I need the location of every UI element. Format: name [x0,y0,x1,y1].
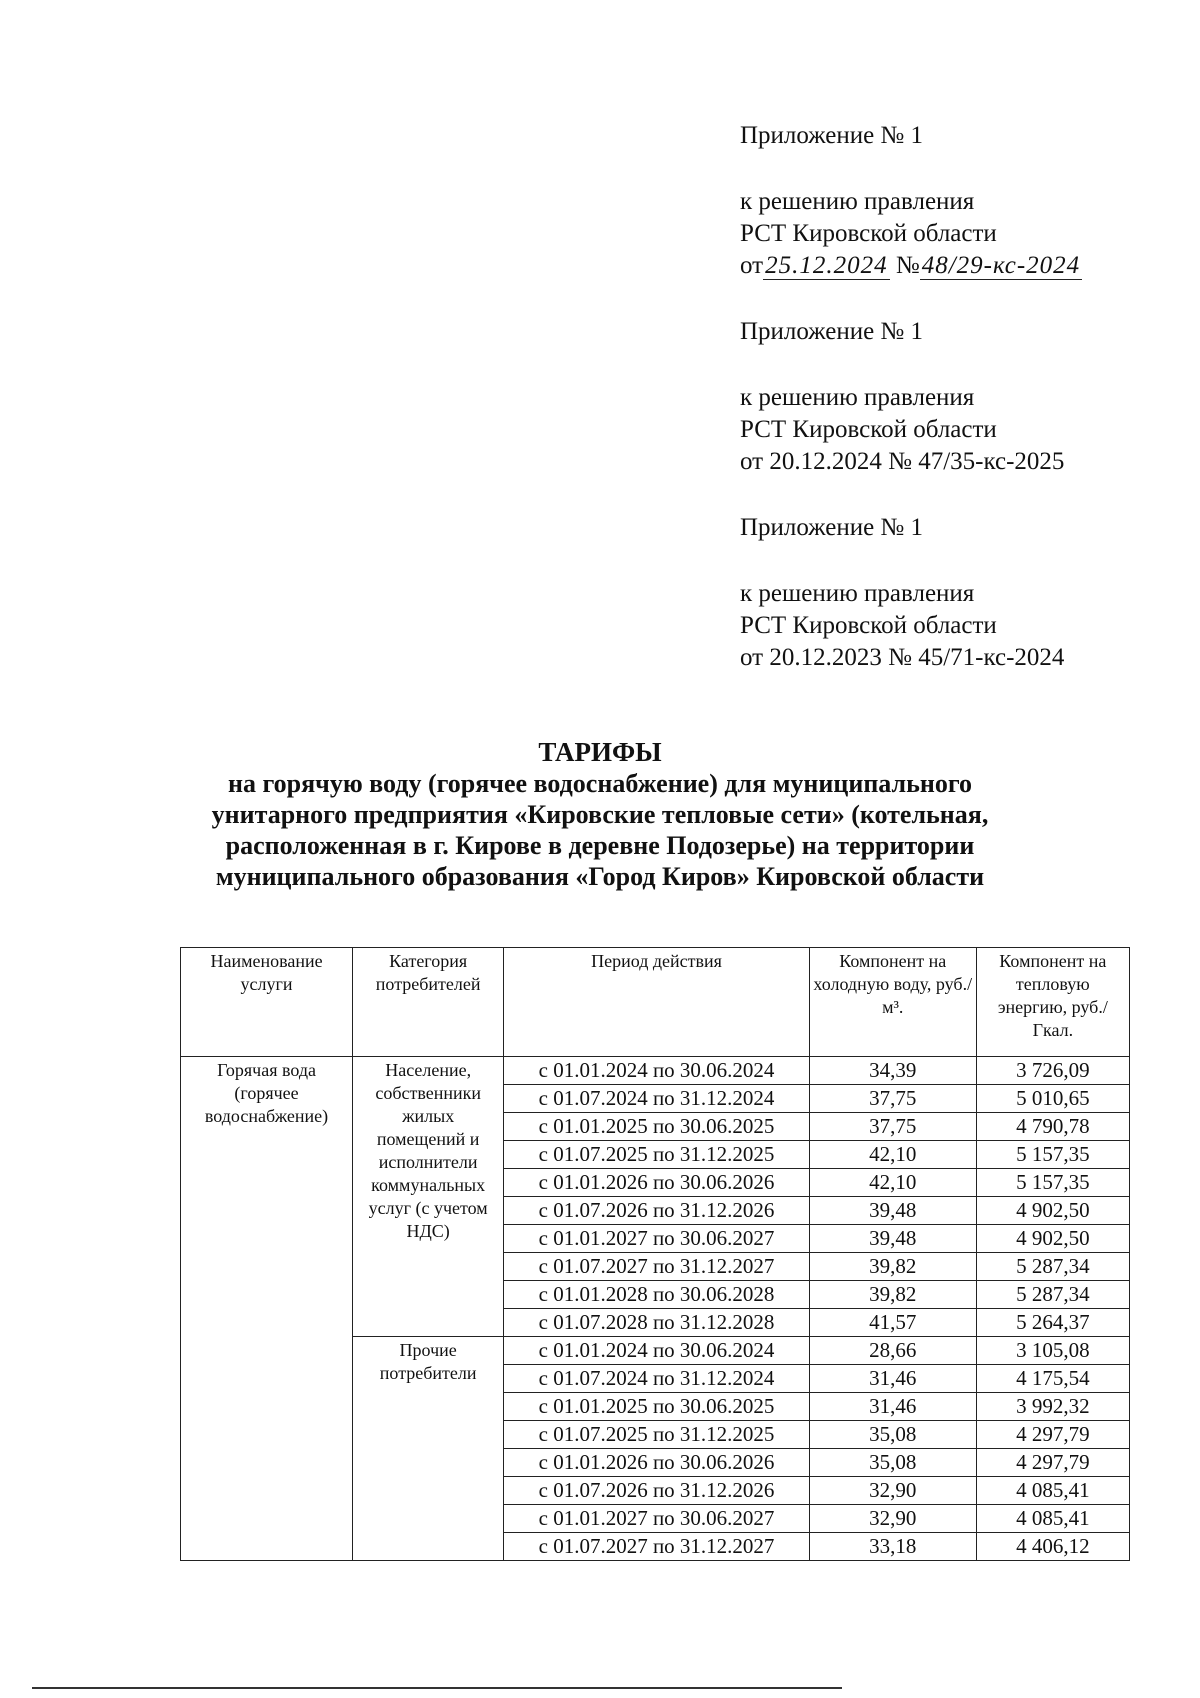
header-heat-energy: Компонент на тепловую энергию, руб./Гкал. [976,948,1129,1057]
cell-period: с 01.07.2027 по 31.12.2027 [504,1253,810,1281]
appendix-decision-line: к решению правления [740,580,975,607]
cell-heat-energy: 5 287,34 [976,1281,1129,1309]
cell-heat-energy: 5 264,37 [976,1309,1129,1337]
footer-rule [32,1687,842,1689]
cell-cold-water: 35,08 [809,1449,976,1477]
cell-period: с 01.07.2028 по 31.12.2028 [504,1309,810,1337]
header-service: Наименование услуги [181,948,353,1057]
handwritten-number: 48/29-кс-2024 [921,252,1081,279]
cell-cold-water: 39,82 [809,1253,976,1281]
appendix-date-number-line [740,250,1082,282]
number-prefix: № [895,252,920,279]
appendix-title: Приложение № 1 [740,514,924,541]
cell-heat-energy: 4 790,78 [976,1113,1129,1141]
document-title-block [100,737,1100,892]
cell-heat-energy: 4 902,50 [976,1225,1129,1253]
cell-heat-energy: 4 902,50 [976,1197,1129,1225]
handwritten-date: 25.12.2024 [765,252,888,279]
table-body [181,1057,1130,1561]
cell-heat-energy: 5 010,65 [976,1085,1129,1113]
appendix-title: Приложение № 1 [740,122,924,149]
cell-period: с 01.07.2025 по 31.12.2025 [504,1141,810,1169]
cell-period: с 01.01.2024 по 30.06.2024 [504,1057,810,1085]
cell-heat-energy: 5 287,34 [976,1253,1129,1281]
cell-period: с 01.01.2027 по 30.06.2027 [504,1505,810,1533]
cell-category: Прочие потребители [353,1337,504,1561]
appendix-block-1 [740,120,1082,282]
appendix-block-2 [740,316,1064,478]
cell-period: с 01.07.2025 по 31.12.2025 [504,1421,810,1449]
header-period: Период действия [504,948,810,1057]
cell-period: с 01.01.2026 по 30.06.2026 [504,1169,810,1197]
cell-period: с 01.07.2026 по 31.12.2026 [504,1477,810,1505]
appendix-title: Приложение № 1 [740,318,924,345]
document-subtitle-line: на горячую воду (горячее водоснабжение) для муниципального [227,769,973,798]
cell-period: с 01.01.2027 по 30.06.2027 [504,1225,810,1253]
cell-period: с 01.07.2027 по 31.12.2027 [504,1533,810,1561]
cell-cold-water: 37,75 [809,1113,976,1141]
cell-cold-water: 33,18 [809,1533,976,1561]
cell-heat-energy: 5 157,35 [976,1141,1129,1169]
cell-period: с 01.01.2025 по 30.06.2025 [504,1113,810,1141]
cell-period: с 01.01.2025 по 30.06.2025 [504,1393,810,1421]
cell-cold-water: 42,10 [809,1169,976,1197]
appendix-authority-line: РСТ Кировской области [740,220,997,247]
cell-heat-energy: 4 297,79 [976,1421,1129,1449]
document-subtitle-line: унитарного предприятия «Кировские тепловые сети» (котельная, [211,800,989,829]
cell-period: с 01.01.2026 по 30.06.2026 [504,1449,810,1477]
cell-cold-water: 34,39 [809,1057,976,1085]
cell-heat-energy: 3 992,32 [976,1393,1129,1421]
cell-cold-water: 39,48 [809,1197,976,1225]
cell-service: Горячая вода (горячее водоснабжение) [181,1057,353,1561]
appendix-block-3 [740,512,1064,674]
table-row [181,1057,1130,1085]
cell-heat-energy: 5 157,35 [976,1169,1129,1197]
cell-cold-water: 39,82 [809,1281,976,1309]
cell-cold-water: 37,75 [809,1085,976,1113]
cell-period: с 01.07.2026 по 31.12.2026 [504,1197,810,1225]
cell-cold-water: 28,66 [809,1337,976,1365]
appendix-date-number-line: от 20.12.2023 № 45/71-кс-2024 [740,644,1065,671]
cell-heat-energy: 4 297,79 [976,1449,1129,1477]
header-cold-water: Компонент на холодную воду, руб./м³. [809,948,976,1057]
appendix-date-number-line: от 20.12.2024 № 47/35-кс-2025 [740,448,1065,475]
tariff-table [180,947,1130,1561]
from-prefix: от [740,252,764,279]
cell-cold-water: 31,46 [809,1393,976,1421]
appendix-authority-line: РСТ Кировской области [740,416,997,443]
appendix-decision-line: к решению правления [740,188,975,215]
cell-heat-energy: 4 175,54 [976,1365,1129,1393]
cell-cold-water: 41,57 [809,1309,976,1337]
cell-cold-water: 32,90 [809,1505,976,1533]
document-subtitle-line: расположенная в г. Кирове в деревне Подозерье) на территории [225,831,975,860]
document-subtitle-line: муниципального образования «Город Киров» Кировской области [215,862,985,891]
cell-period: с 01.01.2028 по 30.06.2028 [504,1281,810,1309]
appendix-decision-line: к решению правления [740,384,975,411]
header-category: Категория потребителей [353,948,504,1057]
cell-heat-energy: 4 085,41 [976,1477,1129,1505]
appendix-authority-line: РСТ Кировской области [740,612,997,639]
cell-cold-water: 35,08 [809,1421,976,1449]
cell-cold-water: 42,10 [809,1141,976,1169]
cell-heat-energy: 3 726,09 [976,1057,1129,1085]
cell-period: с 01.07.2024 по 31.12.2024 [504,1085,810,1113]
cell-heat-energy: 4 085,41 [976,1505,1129,1533]
document-title: ТАРИФЫ [538,737,662,767]
table-header-row [181,948,1130,1057]
cell-cold-water: 31,46 [809,1365,976,1393]
cell-cold-water: 39,48 [809,1225,976,1253]
cell-cold-water: 32,90 [809,1477,976,1505]
cell-heat-energy: 3 105,08 [976,1337,1129,1365]
cell-period: с 01.01.2024 по 30.06.2024 [504,1337,810,1365]
cell-category: Население, собственники жилых помещений и исполнители коммунальных услуг (с учетом НДС) [353,1057,504,1337]
cell-heat-energy: 4 406,12 [976,1533,1129,1561]
cell-period: с 01.07.2024 по 31.12.2024 [504,1365,810,1393]
